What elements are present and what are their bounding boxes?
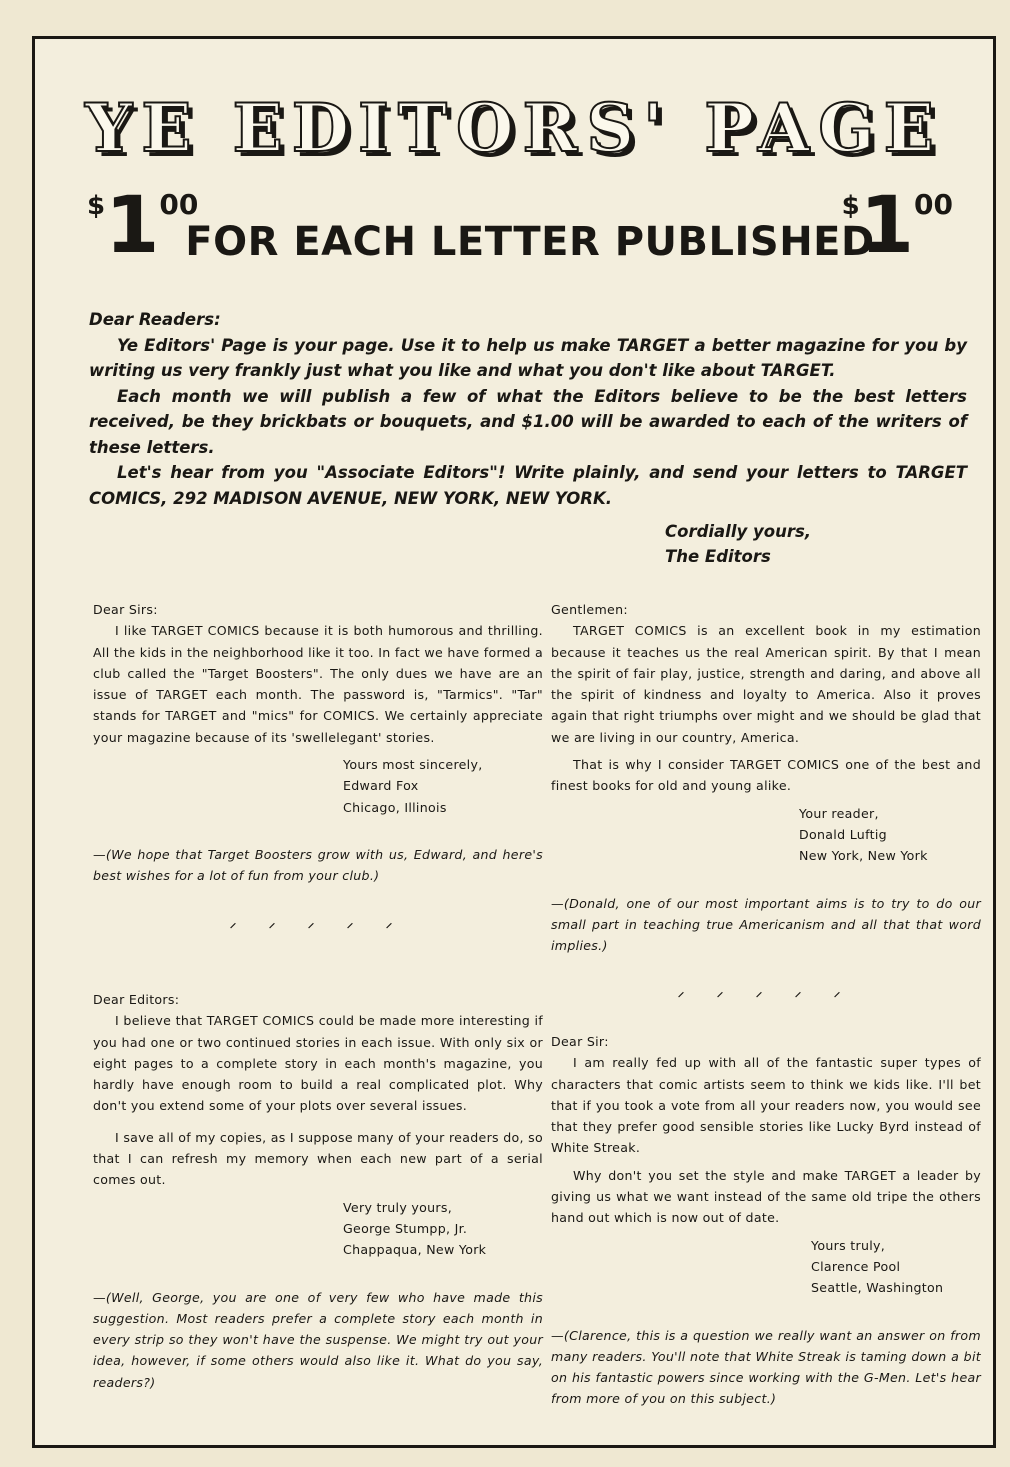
section-divider: ⸝ ⸝ ⸝ ⸝ ⸝ — [229, 915, 407, 931]
letter-closing-block — [551, 803, 981, 867]
intro-closing: Cordially yours, — [665, 522, 812, 541]
letter-closing: Very truly yours, — [343, 1199, 453, 1215]
letter-body: I believe that TARGET COMICS could be made more interesting if you had one or two continued stories in each issue. With only six or eight pages to a complete story in each month's magazine, you hardly have enough room to build a real complicated plot. Why don't you extend some of your plots over several issues. — [93, 1013, 543, 1114]
intro-signature: The Editors — [665, 547, 771, 566]
letter-body: I am really fed up with all of the fantastic super types of characters that comic artists seem to think we kids like. I'll bet that if you took a vote from all your readers now, you would see that they prefer good sensible stories like Lucky Byrd instead of White Streak. — [551, 1055, 981, 1156]
letter-closing-block — [93, 1197, 543, 1261]
price-cents: 00 — [159, 188, 199, 221]
letter-author: George Stumpp, Jr. — [343, 1220, 468, 1236]
letter-location: Seattle, Washington — [811, 1280, 944, 1296]
editor-reply: —(Donald, one of our most important aims is to try to do our small part in teaching true Americanism and all that that word implies.) — [551, 895, 981, 954]
price-dollar: $ — [841, 191, 860, 221]
letter-closing-block — [93, 754, 543, 818]
letter-clarence-pool — [551, 1031, 981, 1410]
letter-greeting: Gentlemen: — [551, 602, 628, 617]
letter-body: Why don't you set the style and make TARGET a leader by giving us what we want instead of the same old tripe the others hand out which is now out of date. — [551, 1167, 981, 1226]
letter-author: Edward Fox — [343, 778, 419, 794]
letter-location: New York, New York — [799, 848, 928, 864]
letter-greeting: Dear Editors: — [93, 992, 180, 1007]
letter-body: That is why I consider TARGET COMICS one of the best and finest books for old and young alike. — [551, 757, 981, 794]
intro-letter — [89, 307, 967, 511]
editor-reply: —(Well, George, you are one of very few who have made this suggestion. Most readers prefer a complete story each month in every strip so they won't have the suspense. We might try out your idea, however, if some others would also like it. What do you say, readers?) — [93, 1289, 543, 1390]
prize-headline: FOR EACH LETTER PUBLISHED — [185, 219, 875, 265]
price-cents: 00 — [914, 188, 953, 221]
letter-location: Chicago, Illinois — [343, 799, 447, 815]
letter-author: Clarence Pool — [811, 1258, 901, 1274]
letter-author: Donald Luftig — [799, 826, 887, 842]
editor-reply: —(Clarence, this is a question we really want an answer on from many readers. You'll note that White Streak is taming down a bit on his fantastic powers since working with the G-Men. Let's hear from more of you on this subject.) — [551, 1327, 981, 1407]
letter-donald-luftig — [551, 599, 981, 1028]
letter-greeting: Dear Sir: — [551, 1034, 609, 1049]
letter-body: TARGET COMICS is an excellent book in my estimation because it teaches us the real American spirit. By that I mean the spirit of fair play, justice, strength and daring, and above all the spirit of kindness and loyalty to America. Also it proves again that right triumphs over might and we should be glad that we are living in our country, America. — [551, 623, 981, 745]
letter-closing: Yours truly, — [811, 1237, 886, 1253]
price-left — [87, 181, 199, 271]
letter-greeting: Dear Sirs: — [93, 602, 158, 617]
price-whole: 1 — [105, 181, 160, 271]
letter-body: I save all of my copies, as I suppose many of your readers do, so that I can refresh my memory when each new part of a serial comes out. — [93, 1129, 543, 1188]
letter-edward-fox — [93, 599, 543, 958]
section-divider: ⸝ ⸝ ⸝ ⸝ ⸝ — [677, 985, 855, 1001]
intro-salutation: Dear Readers: — [89, 310, 221, 329]
letter-location: Chappaqua, New York — [343, 1242, 487, 1258]
price-right — [841, 181, 953, 271]
page-frame — [32, 36, 996, 1448]
intro-paragraph: Let's hear from you "Associate Editors"! Write plainly, and send your letters to TARGET COMICS, 292 MADISON AVENUE, NEW YORK, NEW YORK. — [89, 463, 967, 508]
letter-closing-block — [551, 1235, 981, 1299]
editor-reply: —(We hope that Target Boosters grow with us, Edward, and here's best wishes for a lot of fun from your club.) — [93, 846, 543, 884]
letter-george-stumpp — [93, 989, 543, 1393]
intro-signoff — [665, 519, 811, 569]
prize-banner — [35, 181, 993, 277]
price-whole: 1 — [859, 181, 915, 271]
page-title: YE EDITORS' PAGE — [85, 89, 943, 167]
intro-paragraph: Each month we will publish a few of what the Editors believe to be the best letters received, be they brickbats or bouquets, and $1.00 will be awarded to each of the writers of these letters. — [89, 386, 967, 457]
price-dollar: $ — [87, 191, 106, 221]
letter-closing: Yours most sincerely, — [343, 757, 483, 773]
letter-body: I like TARGET COMICS because it is both humorous and thrilling. All the kids in the neighborhood like it too. In fact we have formed a club called the "Target Boosters". The only dues we have are an issue of TARGET each month. The password is, "Tarmics". "Tar" stands for TARGET and "mics" for COMICS. We certainly appreciate your magazine because of its 'swellelegant' stories. — [93, 623, 543, 745]
letter-closing: Your reader, — [799, 805, 879, 821]
intro-paragraph: Ye Editors' Page is your page. Use it to help us make TARGET a better magazine for you by writing us very frankly just what you like and what you don't like about TARGET. — [89, 335, 967, 380]
